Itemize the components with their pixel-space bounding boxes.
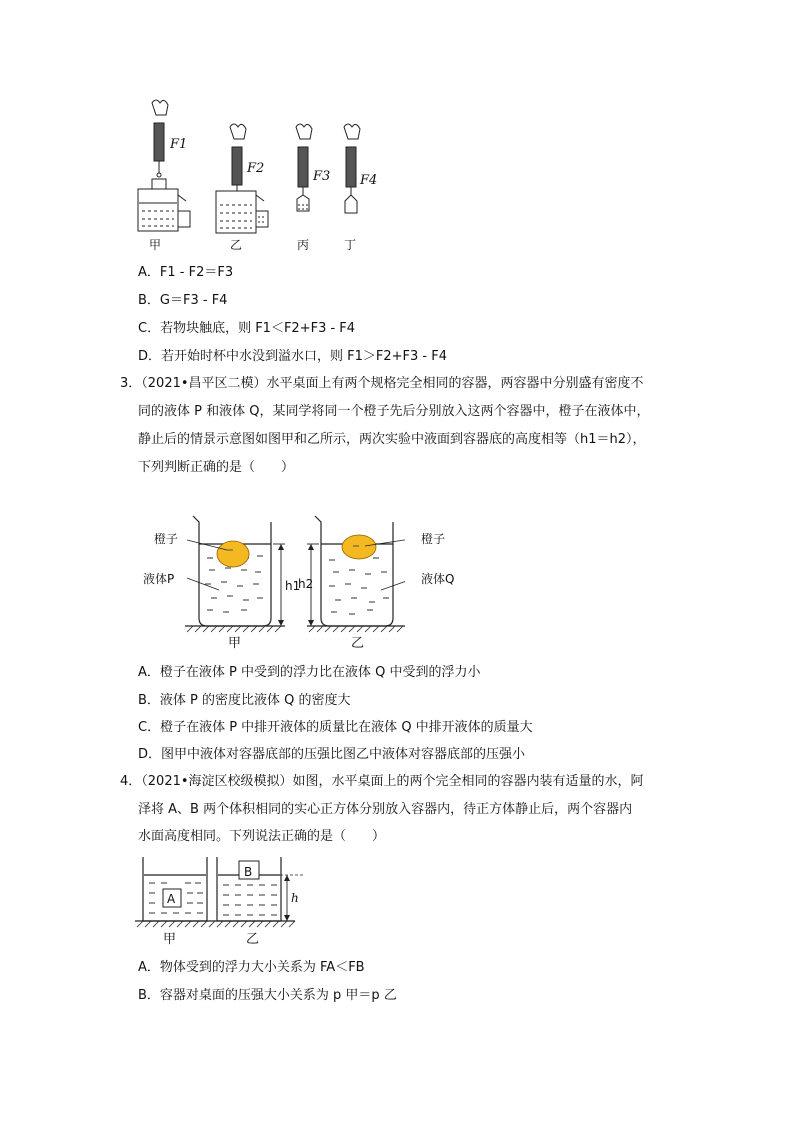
orange-in-liquid-p: [217, 541, 249, 567]
q4-option-b: B．容器对桌面的压强大小关系为 p 甲＝p 乙: [138, 988, 397, 1003]
h1-label: h1: [285, 579, 301, 593]
q3-option-a: A．橙子在液体 P 中受到的浮力比在液体 Q 中受到的浮力小: [138, 665, 481, 680]
q2-option-d: D．若开始时杯中水没到溢水口，则 F1＞F2+F3 - F4: [138, 349, 447, 364]
setup-label-jia: 甲: [149, 238, 162, 252]
force-label-f2: F2: [247, 161, 265, 176]
q4-stem-line-2: 泽将 A、B 两个体积相同的实心正方体分别放入容器内，待正方体静止后，两个容器内: [138, 802, 633, 817]
q2-option-a: A．F1 - F2＝F3: [138, 265, 234, 280]
setup-label-bing: 丙: [297, 238, 310, 252]
q3-stem-line-1: 3．（2021•昌平区二模）水平桌面上有两个规格完全相同的容器，两容器中分别盛有密度不: [120, 376, 644, 391]
q3-option-d: D．图甲中液体对容器底部的压强比图乙中液体对容器底部的压强小: [138, 747, 526, 762]
orange-beaker-figure: [185, 510, 405, 635]
q3-option-b: B．液体 P 的密度比液体 Q 的密度大: [138, 693, 351, 708]
figure-label-yi: 乙: [351, 636, 365, 651]
cube-b-label: B: [244, 865, 253, 879]
force-label-f3: F3: [313, 169, 331, 184]
q2-option-b: B．G＝F3 - F4: [138, 293, 228, 308]
q4-stem-line-1: 4．（2021•海淀区校级模拟）如图，水平桌面上的两个完全相同的容器内装有适量的水，阿: [120, 774, 644, 789]
setup-ding: [344, 124, 360, 213]
q4-option-a: A．物体受到的浮力大小关系为 FA＜FB: [138, 960, 365, 975]
force-label-f4: F4: [360, 173, 378, 188]
setup-label-yi: 乙: [230, 238, 243, 252]
q4-stem-line-3: 水面高度相同。下列说法正确的是（ ）: [138, 829, 386, 844]
h2-text: h2: [298, 577, 314, 591]
q3-option-c: C．橙子在液体 P 中排开液体的质量比在液体 Q 中排开液体的质量大: [138, 720, 533, 735]
cube-a-label: A: [167, 892, 176, 906]
orange-label-right: 橙子: [421, 532, 446, 546]
setup-label-ding: 丁: [344, 238, 357, 252]
q2-option-c: C．若物块触底，则 F1＜F2+F3 - F4: [138, 321, 356, 336]
q3-stem-line-4: 下列判断正确的是（ ）: [138, 460, 295, 475]
orange-label-left: 橙子: [154, 532, 179, 546]
force-label-f1: F1: [170, 137, 188, 152]
setup-yi: [216, 124, 268, 233]
q4-figure-label-jia: 甲: [163, 932, 177, 947]
liquid-q-label: 液体Q: [421, 572, 455, 586]
figure-label-jia: 甲: [228, 636, 242, 651]
q3-stem-line-2: 同的液体 P 和液体 Q，某同学将同一个橙子先后分别放入这两个容器中，橙子在液体中，: [138, 404, 650, 419]
q4-figure-label-yi: 乙: [246, 932, 260, 947]
height-h-label: h: [291, 891, 299, 905]
liquid-p-label: 液体P: [143, 572, 175, 586]
q3-stem-line-3: 静止后的情景示意图如图甲和乙所示，两次实验中液面到容器底的高度相等（h1＝h2），: [138, 432, 646, 447]
setup-jia: [138, 100, 190, 231]
cube-container-figure: [135, 855, 305, 935]
orange-in-liquid-q: [342, 535, 376, 559]
setup-bing: [296, 124, 312, 211]
